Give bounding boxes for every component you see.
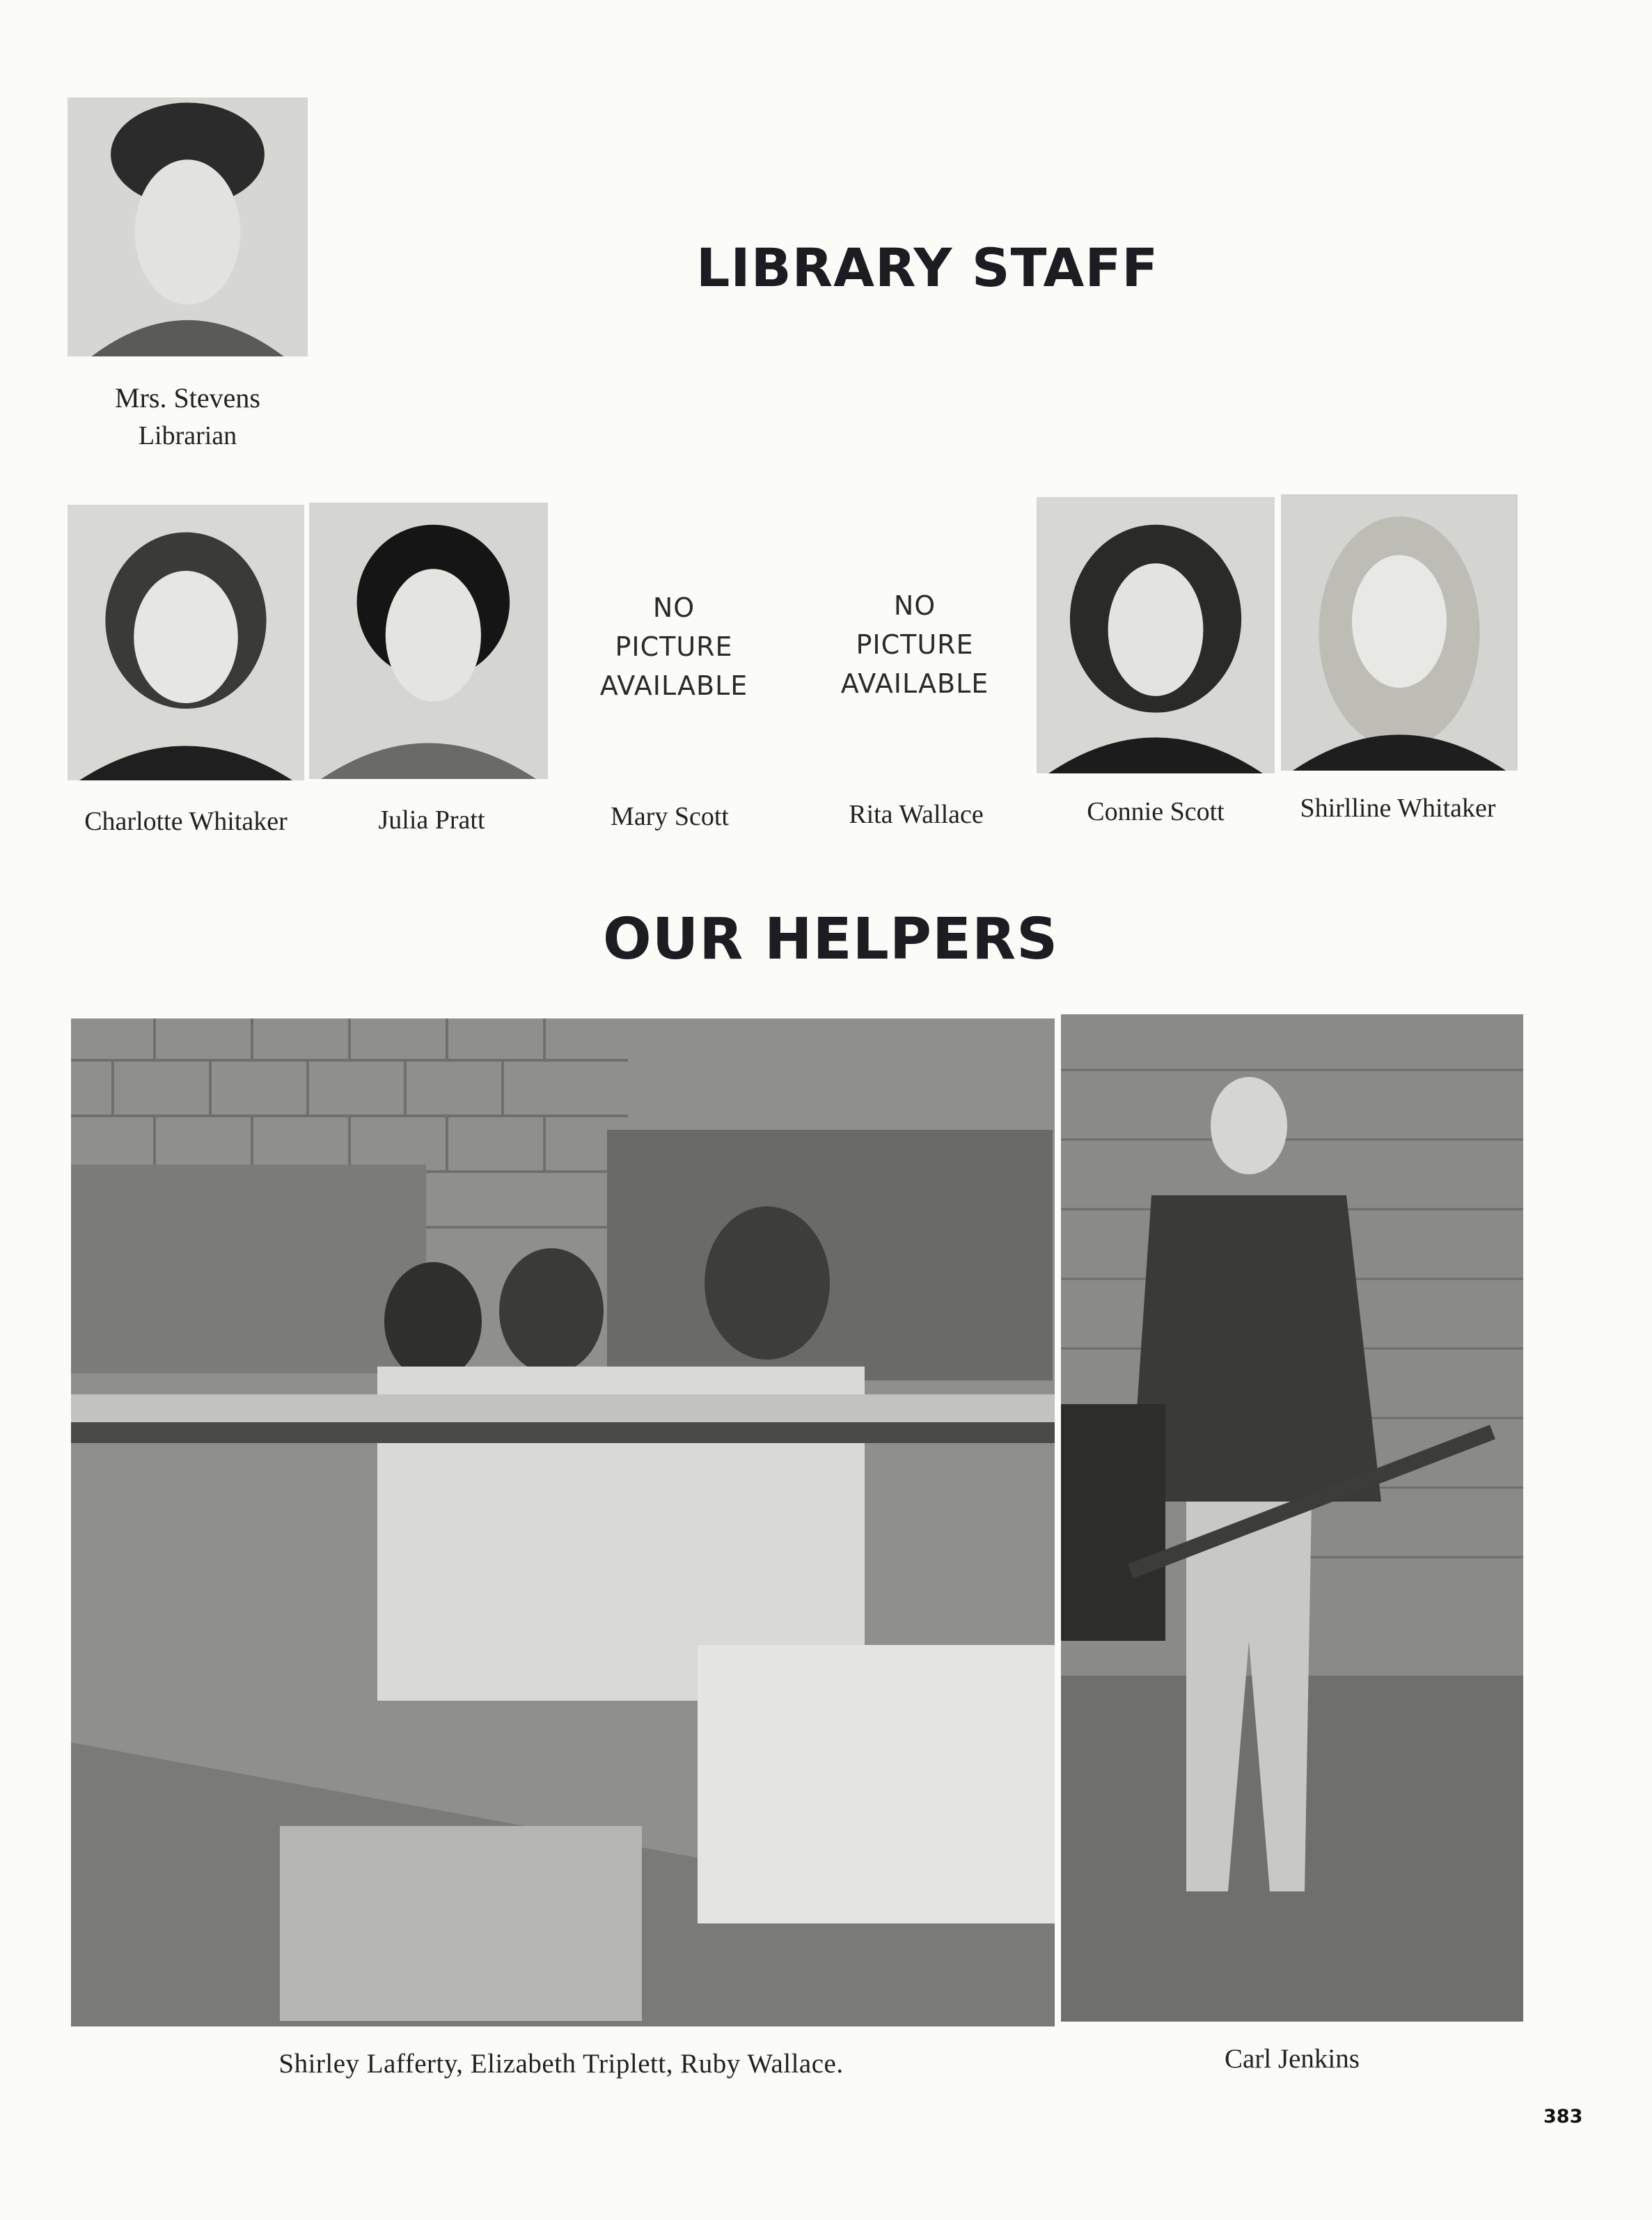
no-picture-mary-scott: NO PICTURE AVAILABLE bbox=[599, 592, 748, 701]
librarian-portrait bbox=[68, 97, 308, 356]
name-mary-scott: Mary Scott bbox=[611, 802, 729, 831]
name-charlotte-whitaker: Charlotte Whitaker bbox=[84, 807, 288, 836]
portrait-julia-pratt bbox=[309, 503, 548, 779]
portrait-connie-scott bbox=[1037, 497, 1275, 773]
portrait-shirlline-whitaker bbox=[1281, 494, 1518, 771]
page-number: 383 bbox=[1543, 2106, 1583, 2127]
name-shirlline-whitaker: Shirlline Whitaker bbox=[1300, 794, 1496, 823]
custodian-photo bbox=[1061, 1014, 1523, 2022]
no-picture-rita-wallace: NO PICTURE AVAILABLE bbox=[840, 590, 989, 699]
portrait-charlotte-whitaker bbox=[68, 505, 304, 780]
custodian-caption: Carl Jenkins bbox=[1225, 2044, 1360, 2074]
librarian-role: Librarian bbox=[138, 421, 237, 450]
librarian-name: Mrs. Stevens bbox=[115, 382, 260, 414]
name-rita-wallace: Rita Wallace bbox=[849, 800, 984, 829]
cafeteria-photo bbox=[71, 1018, 1055, 2026]
library-staff-heading: LIBRARY STAFF bbox=[696, 237, 1159, 299]
name-connie-scott: Connie Scott bbox=[1087, 797, 1225, 826]
cafeteria-caption: Shirley Lafferty, Elizabeth Triplett, Ruby Wallace. bbox=[278, 2049, 844, 2079]
our-helpers-heading: OUR HELPERS bbox=[603, 906, 1059, 973]
name-julia-pratt: Julia Pratt bbox=[378, 805, 485, 835]
